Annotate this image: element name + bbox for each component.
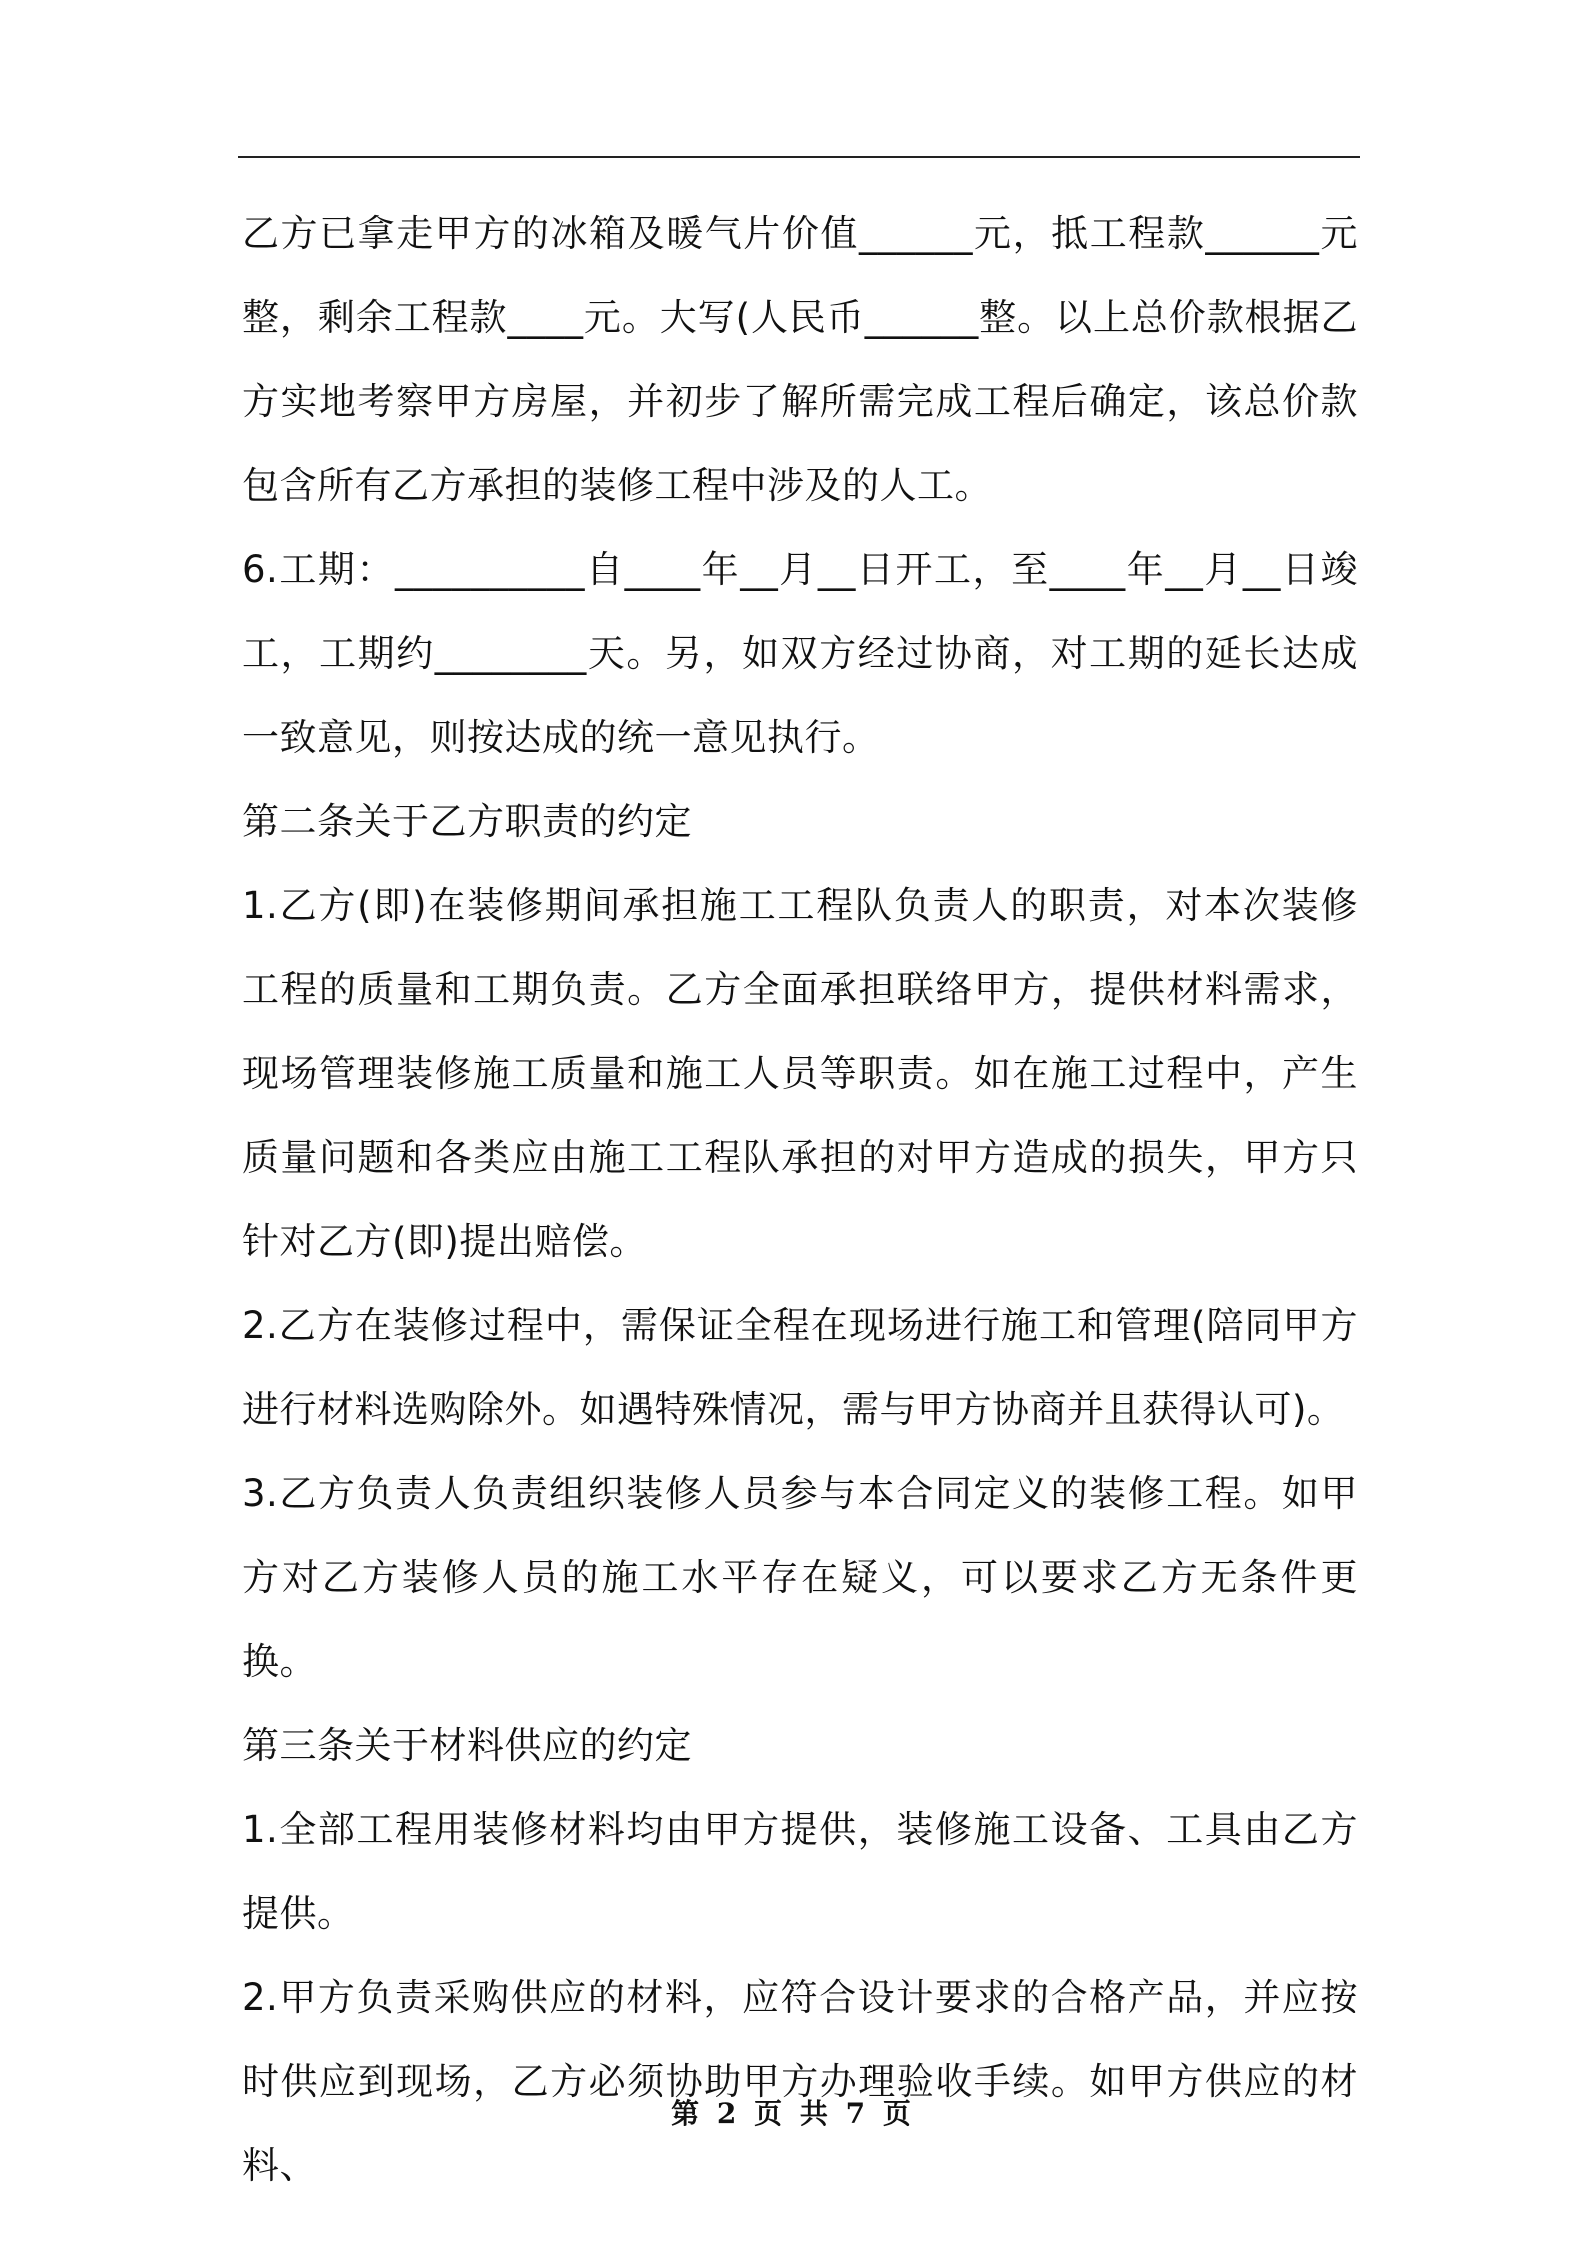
paragraph-construction-period: 6.工期：__________自____年__月__日开工，至____年__月__日竣工，工期约________天。另，如双方经过协商，对工期的延长达成一致意见，则按达成的统一意见执行。 xyxy=(242,548,1358,759)
paragraph-payment-terms: 乙方已拿走甲方的冰箱及暖气片价值______元，抵工程款______元整，剩余工程款____元。大写(人民币______整。以上总价款根据乙方实地考察甲方房屋，并初步了解所需完成工程后确定，该总价款包含所有乙方承担的装修工程中涉及的人工。 xyxy=(242,212,1358,507)
document-body xyxy=(242,192,1358,2208)
page-number-footer: 第 2 页 共 7 页 xyxy=(671,2097,915,2130)
paragraph-article-3-item-1: 1.全部工程用装修材料均由甲方提供，装修施工设备、工具由乙方提供。 xyxy=(242,1808,1358,1935)
section-heading-article-3: 第三条关于材料供应的约定 xyxy=(242,1724,692,1767)
paragraph-article-2-item-3: 3.乙方负责人负责组织装修人员参与本合同定义的装修工程。如甲方对乙方装修人员的施工水平存在疑义，可以要求乙方无条件更换。 xyxy=(242,1472,1358,1683)
paragraph-article-2-item-2: 2.乙方在装修过程中，需保证全程在现场进行施工和管理(陪同甲方进行材料选购除外。如遇特殊情况，需与甲方协商并且获得认可)。 xyxy=(242,1304,1358,1431)
paragraph-article-2-item-1: 1.乙方(即)在装修期间承担施工工程队负责人的职责，对本次装修工程的质量和工期负责。乙方全面承担联络甲方，提供材料需求，现场管理装修施工质量和施工人员等职责。如在施工过程中，产生质量问题和各类应由施工工程队承担的对甲方造成的损失，甲方只针对乙方(即)提出赔偿。 xyxy=(242,884,1358,1263)
paragraph-article-3-item-2: 2.甲方负责采购供应的材料，应符合设计要求的合格产品，并应按时供应到现场，乙方必须协助甲方办理验收手续。如甲方供应的材料、 xyxy=(242,1976,1358,2187)
header-divider xyxy=(238,156,1360,158)
section-heading-article-2: 第二条关于乙方职责的约定 xyxy=(242,800,692,843)
